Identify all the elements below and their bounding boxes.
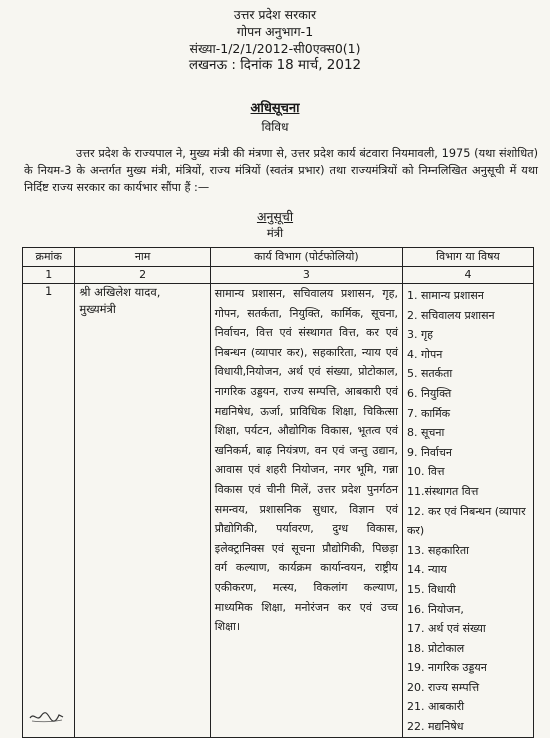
list-item: 14. न्याय: [406, 563, 447, 577]
schedule-table: [22, 247, 534, 738]
list-item: 6. नियुक्ति: [406, 386, 452, 400]
column-number-row: [23, 267, 534, 284]
column-header-name: नाम: [75, 248, 210, 267]
list-item: 8. सूचना: [406, 426, 445, 440]
list-item: 20. राज्य सम्पत्ति: [406, 680, 480, 694]
signature-initials: [28, 710, 66, 724]
list-item: 9. निर्वाचन: [406, 445, 452, 459]
list-item: 7. कार्मिक: [406, 406, 451, 420]
list-item: 16. नियोजन,: [406, 602, 464, 616]
list-item: 22. मद्यनिषेध: [406, 720, 464, 734]
minister-cell: [75, 284, 210, 738]
list-item: 15. विधायी: [406, 582, 456, 596]
list-item: 10. वित्त: [406, 465, 445, 479]
column-number: 3: [210, 267, 402, 284]
schedule-title: [0, 209, 550, 225]
subject-list: [407, 284, 529, 737]
notification-title-text: अधिसूचना: [250, 101, 300, 116]
table-row: [23, 284, 534, 738]
notification-title: [0, 100, 550, 118]
list-item: 1. सामान्य प्रशासन: [406, 289, 484, 302]
list-item: 17. अर्थ एवं संख्या: [406, 622, 486, 636]
list-item: 13. सहकारिता: [406, 543, 469, 557]
minister-name: श्री अखिलेश यादव,: [79, 285, 161, 299]
notification-paragraph: उत्तर प्रदेश के राज्यपाल ने, मुख्य मंत्री की मंत्रणा से, उत्तर प्रदेश कार्य बंटवारा नियमावली, 1975 (यथा संशोधित) के नियम-3 के अन्तर्गत मुख्य मंत्री, मंत्रियों, राज्य मंत्रियों (स्वतंत्र प्रभार) तथा राज्यमंत्रियों को निम्नलिखित अनुसूची में यथा निर्दिष्ट राज्य सरकार का कार्यभार सौंपा हैं :—: [24, 147, 538, 194]
table-header-row: [23, 248, 534, 267]
row-serial: 1: [23, 284, 75, 738]
list-item: 18. प्रोटोकाल: [406, 641, 465, 655]
section-name: गोपन अनुभाग-1: [236, 24, 314, 39]
subjects-cell: [402, 284, 533, 738]
column-number: 4: [402, 267, 533, 284]
column-header-portfolio: कार्य विभाग (पोर्टफोलियो): [210, 248, 402, 267]
schedule-subtitle: मंत्री: [266, 226, 284, 240]
column-number: 2: [75, 267, 210, 284]
list-item: 12. कर एवं निबन्धन (व्यापार कर): [406, 504, 526, 538]
notification-subtitle: विविध: [261, 120, 289, 134]
list-item: 19. नागरिक उड्डयन: [406, 661, 487, 675]
portfolio-cell: सामान्य प्रशासन, सचिवालय प्रशासन, गृह, गोपन, सतर्कता, नियुक्ति, कार्मिक, सूचना, निर्वाचन, वित्त एवं संस्थागत वित्त, कर एवं निबन्धन (व्यापार कर), सहकारिता, न्याय एवं विधायी,नियोजन, अर्थ एवं संख्या, प्रोटोकाल, नागरिक उड्डयन, राज्य सम्पत्ति, आबकारी एवं मद्यनिषेध, ऊर्जा, प्राविधिक शिक्षा, चिकित्सा शिक्षा, पर्यटन, औद्योगिक विकास, भूतत्व एवं खनिकर्म, बाढ़ नियंत्रण, वन एवं जन्तु उद्यान, आवास एवं शहरी नियोजन, नगर भूमि, गन्ना विकास एवं चीनी मिलें, उत्तर प्रदेश पुनर्गठन समन्वय, प्रशासनिक सुधार, विज्ञान एवं प्रौद्योगिकी, पर्यावरण, दुग्ध विकास, इलेक्ट्रानिक्स एवं सूचना प्रौद्योगिकी, पिछड़ा वर्ग कल्याण, कार्यक्रम कार्यान्वयन, राष्ट्रीय एकीकरण, मत्स्य, विकलांग कल्याण, माध्यमिक शिक्षा, मनोरंजन कर एवं उच्च शिक्षा।: [210, 284, 402, 738]
government-name: उत्तर प्रदेश सरकार: [233, 7, 317, 22]
list-item: 4. गोपन: [406, 347, 443, 361]
minister-designation: मुख्यमंत्री: [79, 302, 116, 316]
list-item: 21. आबकारी: [406, 700, 465, 714]
schedule-title-text: अनुसूची: [256, 209, 294, 224]
reference-number: संख्या-1/2/1/2012-सी0एक्स0(1): [189, 41, 361, 56]
list-item: 3. गृह: [406, 328, 433, 342]
column-number: 1: [23, 267, 75, 284]
list-item: 11.संस्थागत वित्त: [406, 484, 479, 498]
document-header: [0, 6, 550, 74]
column-header-serial: क्रमांक: [23, 248, 75, 267]
list-item: 5. सतर्कता: [406, 367, 453, 381]
date-line: लखनऊ : दिनांक 18 मार्च, 2012: [188, 57, 362, 73]
list-item: 2. सचिवालय प्रशासन: [406, 308, 495, 322]
column-header-subject: विभाग या विषय: [402, 248, 533, 267]
